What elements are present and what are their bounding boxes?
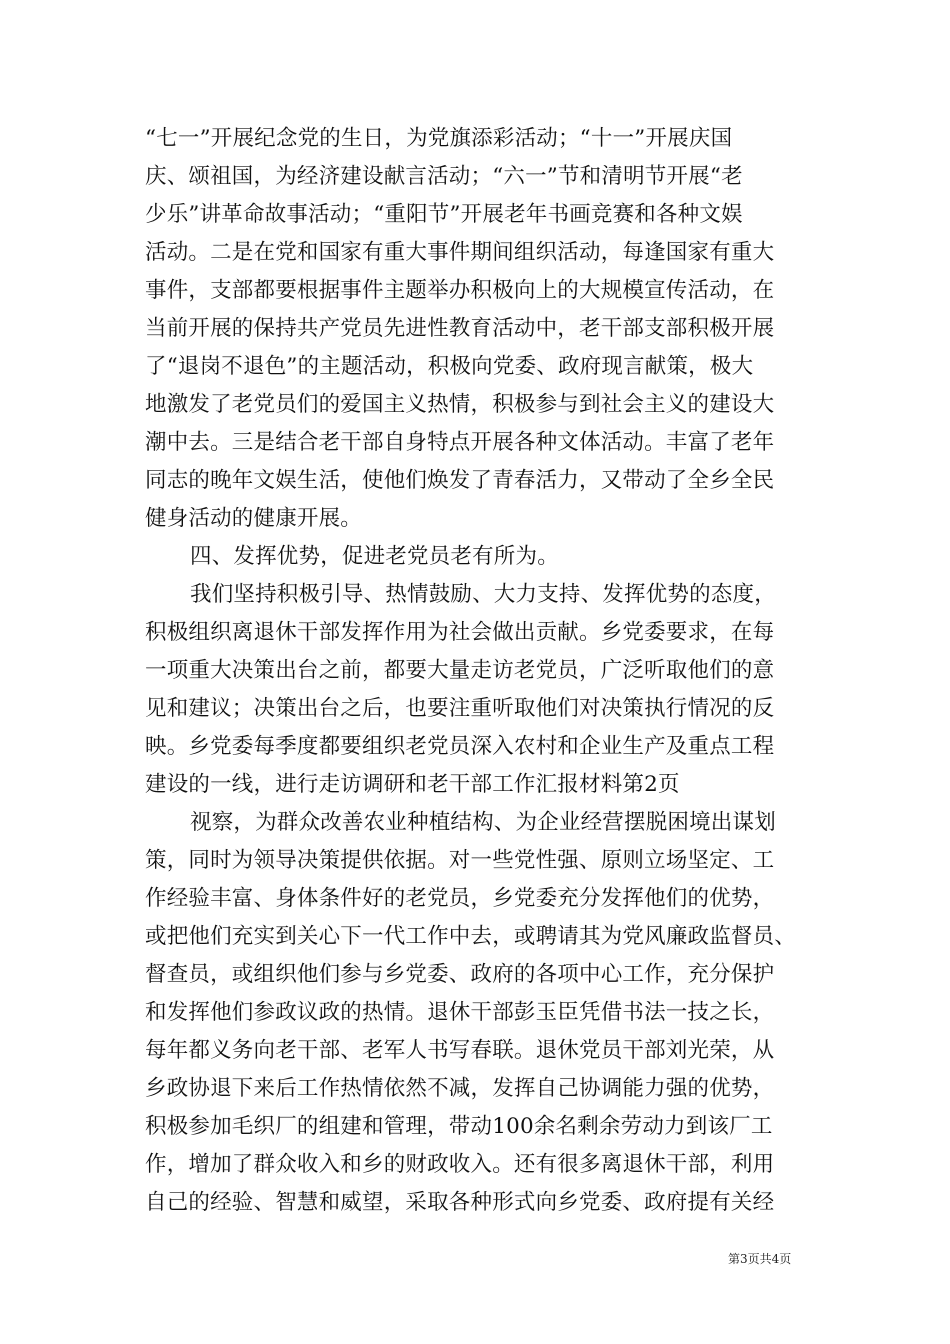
text-line: 建设的一线，进行走访调研和老干部工作汇报材料第2页: [145, 772, 680, 797]
text-line: 积极组织离退休干部发挥作用为社会做出贡献。乡党委要求，在每: [145, 620, 775, 645]
text-line: 潮中去。三是结合老干部自身特点开展各种文体活动。丰富了老年: [145, 430, 775, 455]
text-line: 积极参加毛织厂的组建和管理，带动100余名剩余劳动力到该厂工: [145, 1114, 773, 1139]
text-line: 当前开展的保持共产党员先进性教育活动中，老干部支部积极开展: [145, 316, 775, 341]
section-heading: 四、发挥优势，促进老党员老有所为。: [190, 544, 559, 569]
text-line: “七一”开展纪念党的生日，为党旗添彩活动；“十一”开展庆国: [145, 126, 733, 151]
text-line: 活动。二是在党和国家有重大事件期间组织活动，每逢国家有重大: [145, 240, 775, 265]
page-number: 第3页共4页: [728, 1252, 792, 1266]
text-line: 视察，为群众改善农业种植结构、为企业经营摆脱困境出谋划: [190, 810, 776, 835]
text-line: 自己的经验、智慧和威望，采取各种形式向乡党委、政府提有关经: [145, 1190, 775, 1215]
text-line: 庆、颂祖国，为经济建设献言活动；“六一”节和清明节开展“老: [145, 164, 743, 189]
text-line: 督查员，或组织他们参与乡党委、政府的各项中心工作，充分保护: [145, 962, 775, 987]
text-line: 每年都义务向老干部、老军人书写春联。退休党员干部刘光荣，从: [145, 1038, 775, 1063]
text-line: 或把他们充实到关心下一代工作中去，或聘请其为党风廉政监督员、: [145, 924, 797, 949]
text-line: 见和建议；决策出台之后，也要注重听取他们对决策执行情况的反: [145, 696, 775, 721]
text-line: 健身活动的健康开展。: [145, 506, 363, 531]
text-line: 了“退岗不退色”的主题活动，积极向党委、政府现言献策，极大: [145, 354, 754, 379]
text-line: 映。乡党委每季度都要组织老党员深入农村和企业生产及重点工程: [145, 734, 775, 759]
text-line: 地激发了老党员们的爱国主义热情，积极参与到社会主义的建设大: [145, 392, 775, 417]
text-line: 一项重大决策出台之前，都要大量走访老党员，广泛听取他们的意: [145, 658, 775, 683]
text-line: 作，增加了群众收入和乡的财政收入。还有很多离退休干部，利用: [145, 1152, 775, 1177]
text-line: 少乐”讲革命故事活动；“重阳节”开展老年书画竞赛和各种文娱: [145, 202, 743, 227]
text-line: 策，同时为领导决策提供依据。对一些党性强、原则立场坚定、工: [145, 848, 775, 873]
text-line: 乡政协退下来后工作热情依然不减，发挥自己协调能力强的优势，: [145, 1076, 775, 1101]
text-line: 和发挥他们参政议政的热情。退休干部彭玉臣凭借书法一技之长，: [145, 1000, 775, 1025]
text-line: 同志的晚年文娱生活，使他们焕发了青春活力，又带动了全乡全民: [145, 468, 775, 493]
text-line: 我们坚持积极引导、热情鼓励、大力支持、发挥优势的态度，: [190, 582, 776, 607]
text-line: 事件，支部都要根据事件主题举办积极向上的大规模宣传活动，在: [145, 278, 775, 303]
text-line: 作经验丰富、身体条件好的老党员，乡党委充分发挥他们的优势，: [145, 886, 775, 911]
